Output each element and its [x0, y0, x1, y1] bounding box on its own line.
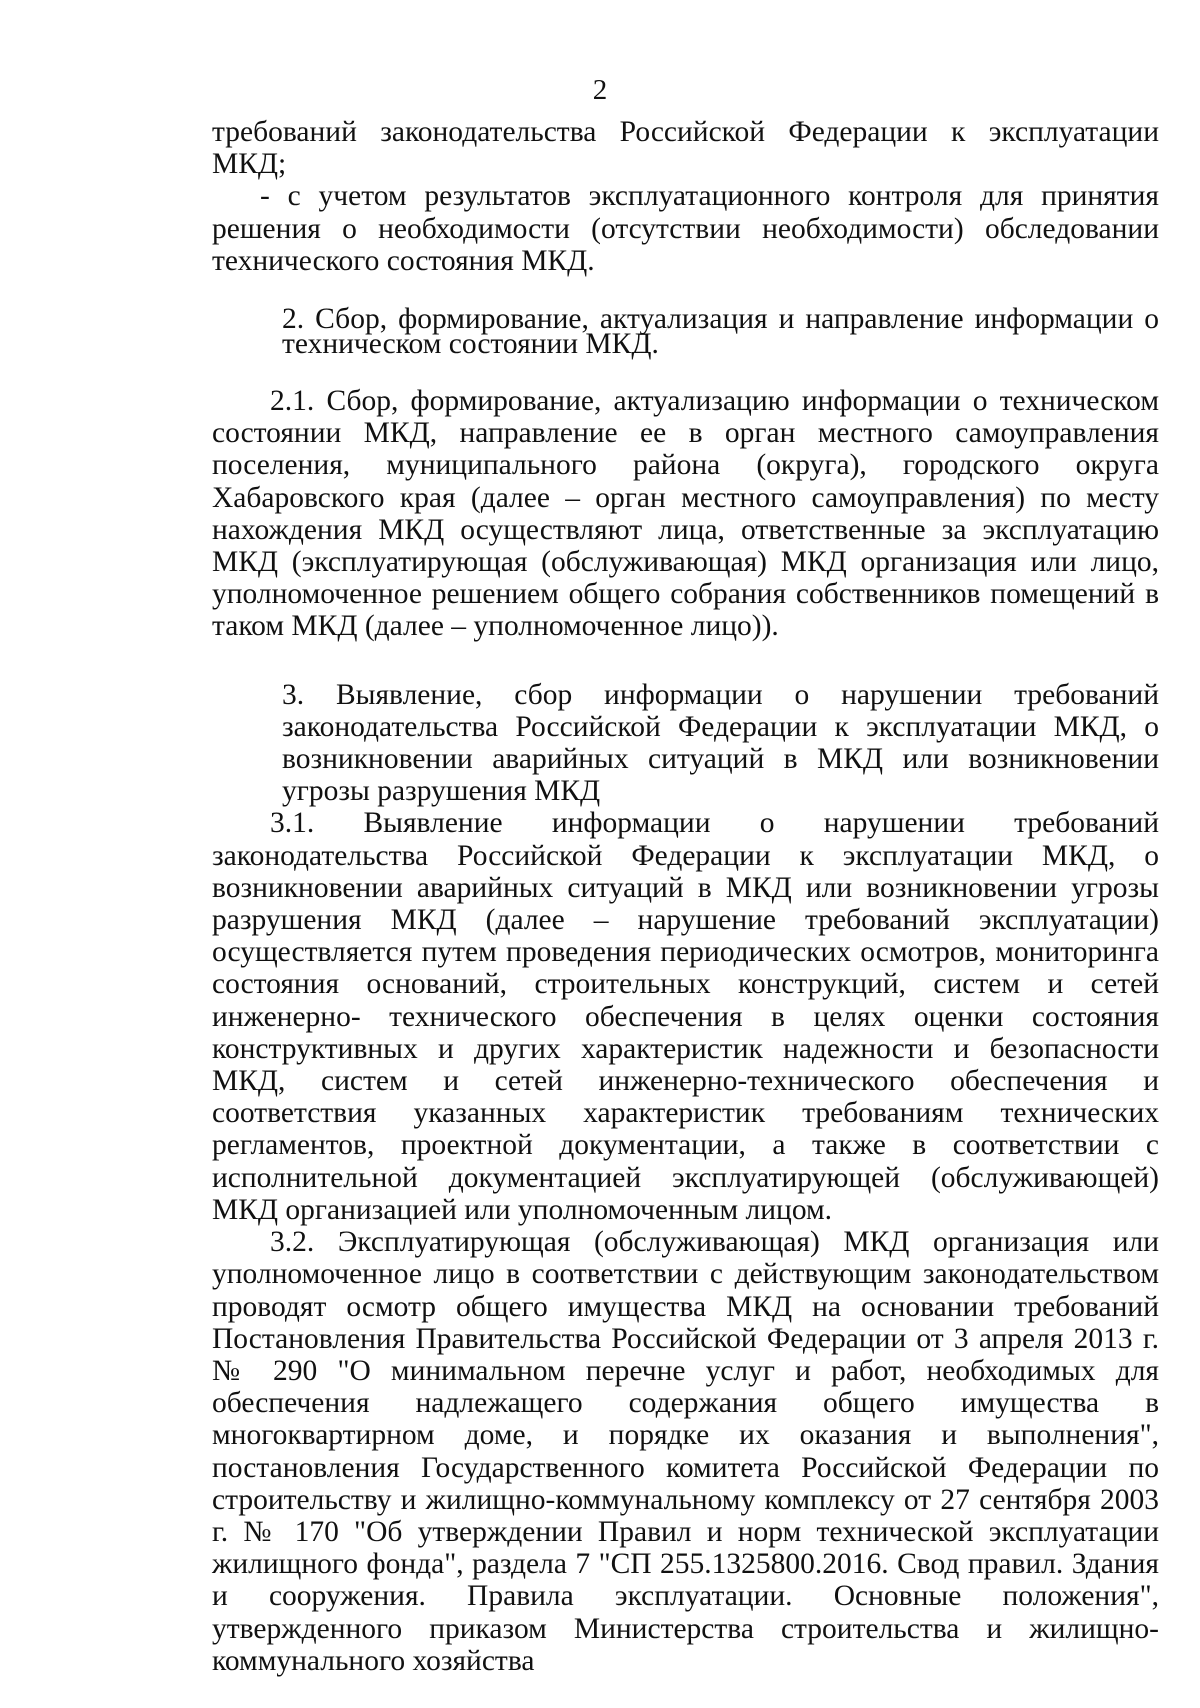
section-heading-2: 2. Сбор, формирование, актуализация и направление информации о техническом состоянии МКД.: [282, 303, 1159, 361]
page-number: [0, 74, 1200, 106]
paragraph-continuation: требований законодательства Российской Федерации к эксплуатации МКД;: [212, 116, 1159, 181]
paragraph-2-1: 2.1. Сбор, формирование, актуализацию информации о техническом состоянии МКД, направление ее в орган местного самоуправления поселения, муниципального района (округа), городского округа Хабаровского края (далее – орган местного самоуправления) по месту нахождения МКД осуществляют лица, ответственные за эксплуатацию МКД (эксплуатирующая (обслуживающая) МКД организация или лицо, уполномоченное решением общего собрания собственников помещений в таком МКД (далее – уполномоченное лицо)).: [212, 385, 1159, 643]
paragraph-bullet-control: - с учетом результатов эксплуатационного контроля для принятия решения о необходимости (отсутствии необходимости) обследовании технического состояния МКД.: [212, 180, 1159, 277]
section-heading-3: 3. Выявление, сбор информации о нарушении требований законодательства Российской Федерации к эксплуатации МКД, о возникновении аварийных ситуаций в МКД или возникновении угрозы разрушения МКД: [282, 678, 1159, 808]
paragraph-3-2: 3.2. Эксплуатирующая (обслуживающая) МКД организация или уполномоченное лицо в соответствии с действующим законодательством проводят осмотр общего имущества МКД на основании требований Постановления Правительства Российской Федерации от 3 апреля 2013 г. № 290 "О минимальном перечне услуг и работ, необходимых для обеспечения надлежащего содержания общего имущества в многоквартирном доме, и порядке их оказания и выполнения", постановления Государственного комитета Российской Федерации по строительству и жилищно-коммунальному комплексу от 27 сентября 2003 г. № 170 "Об утверждении Правил и норм технической эксплуатации жилищного фонда", раздела 7 "СП 255.1325800.2016. Свод правил. Здания и сооружения. Правила эксплуатации. Основные положения", утвержденного приказом Министерства строительства и жилищно-коммунального хозяйства: [212, 1226, 1159, 1677]
paragraph-3-1: 3.1. Выявление информации о нарушении требований законодательства Российской Федерации к эксплуатации МКД, о возникновении аварийных ситуаций в МКД или возникновении угрозы разрушения МКД (далее – нарушение требований эксплуатации) осуществляется путем проведения периодических осмотров, мониторинга состояния оснований, строительных конструкций, систем и сетей инженерно- технического обеспечения в целях оценки состояния конструктивных и других характеристик надежности и безопасности МКД, систем и сетей инженерно-технического обеспечения и соответствия указанных характеристик требованиям технических регламентов, проектной документации, а также в соответствии с исполнительной документацией эксплуатирующей (обслуживающей) МКД организацией или уполномоченным лицом.: [212, 807, 1159, 1226]
document-body: [212, 116, 1159, 1677]
page-number-text: 2: [592, 74, 608, 106]
